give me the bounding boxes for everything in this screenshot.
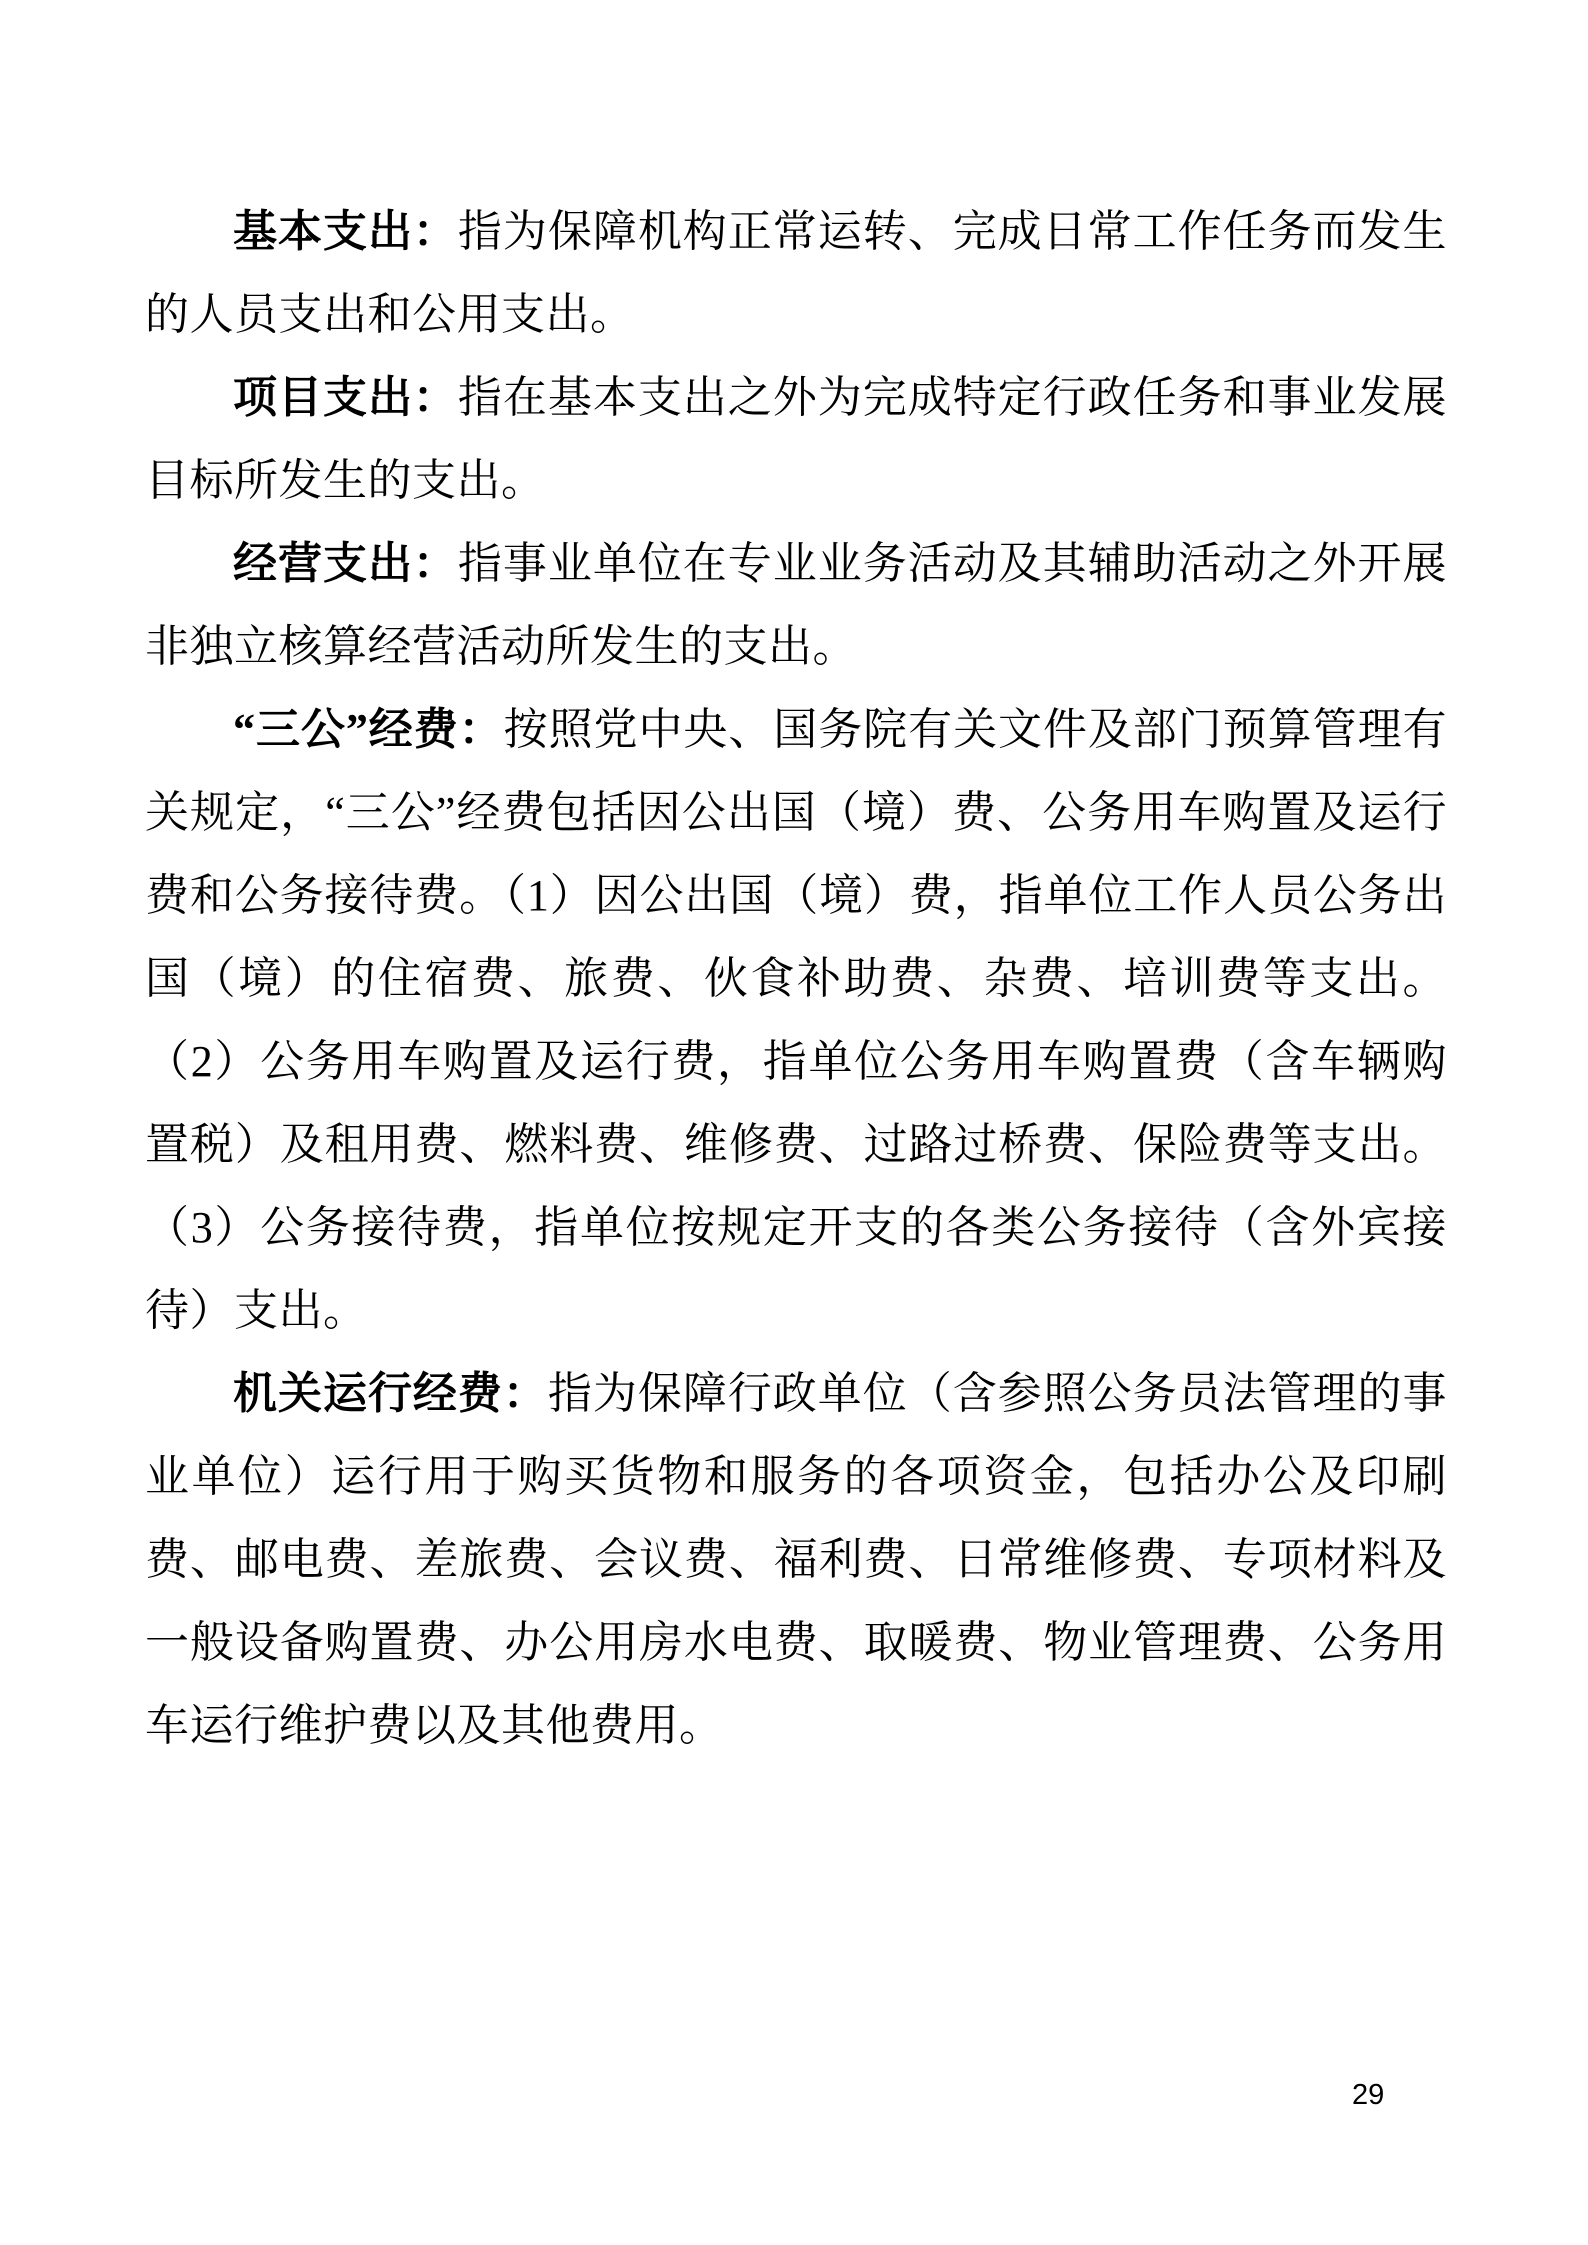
document-body: [145, 190, 1447, 1767]
page-number: 29: [1352, 2079, 1385, 2111]
definition-paragraph-project-expenditure: [145, 356, 1447, 522]
term-three-public-funds: “三公”经费：: [233, 705, 504, 754]
definition-paragraph-three-public-funds: [145, 688, 1447, 1352]
definition-text-three-public-funds: 按照党中央、国务院有关文件及部门预算管理有关规定，“三公”经费包括因公出国（境）费、公务用车购置及运行费和公务接待费。（1）因公出国（境）费，指单位工作人员公务出国（境）的住宿费、旅费、伙食补助费、杂费、培训费等支出。（2）公务用车购置及运行费，指单位公务用车购置费（含车辆购置税）及租用费、燃料费、维修费、过路过桥费、保险费等支出。（3）公务接待费，指单位按规定开支的各类公务接待（含外宾接待）支出。: [145, 705, 1448, 1335]
term-basic-expenditure: 基本支出：: [233, 207, 458, 256]
definition-paragraph-operating-expenditure: [145, 522, 1447, 688]
term-operating-expenditure: 经营支出：: [233, 539, 458, 588]
definition-paragraph-basic-expenditure: [145, 190, 1447, 356]
term-agency-operating-funds: 机关运行经费：: [233, 1369, 548, 1418]
definition-text-agency-operating-funds: 指为保障行政单位（含参照公务员法管理的事业单位）运行用于购买货物和服务的各项资金，包括办公及印刷费、邮电费、差旅费、会议费、福利费、日常维修费、专项材料及一般设备购置费、办公用房水电费、取暖费、物业管理费、公务用车运行维护费以及其他费用。: [145, 1369, 1448, 1750]
definition-text-operating-expenditure: 指事业单位在专业业务活动及其辅助活动之外开展非独立核算经营活动所发生的支出。: [145, 539, 1448, 671]
definition-text-basic-expenditure: 指为保障机构正常运转、完成日常工作任务而发生的人员支出和公用支出。: [145, 207, 1448, 339]
term-project-expenditure: 项目支出：: [233, 373, 458, 422]
definition-text-project-expenditure: 指在基本支出之外为完成特定行政任务和事业发展目标所发生的支出。: [145, 373, 1448, 505]
definition-paragraph-agency-operating-funds: [145, 1352, 1447, 1767]
